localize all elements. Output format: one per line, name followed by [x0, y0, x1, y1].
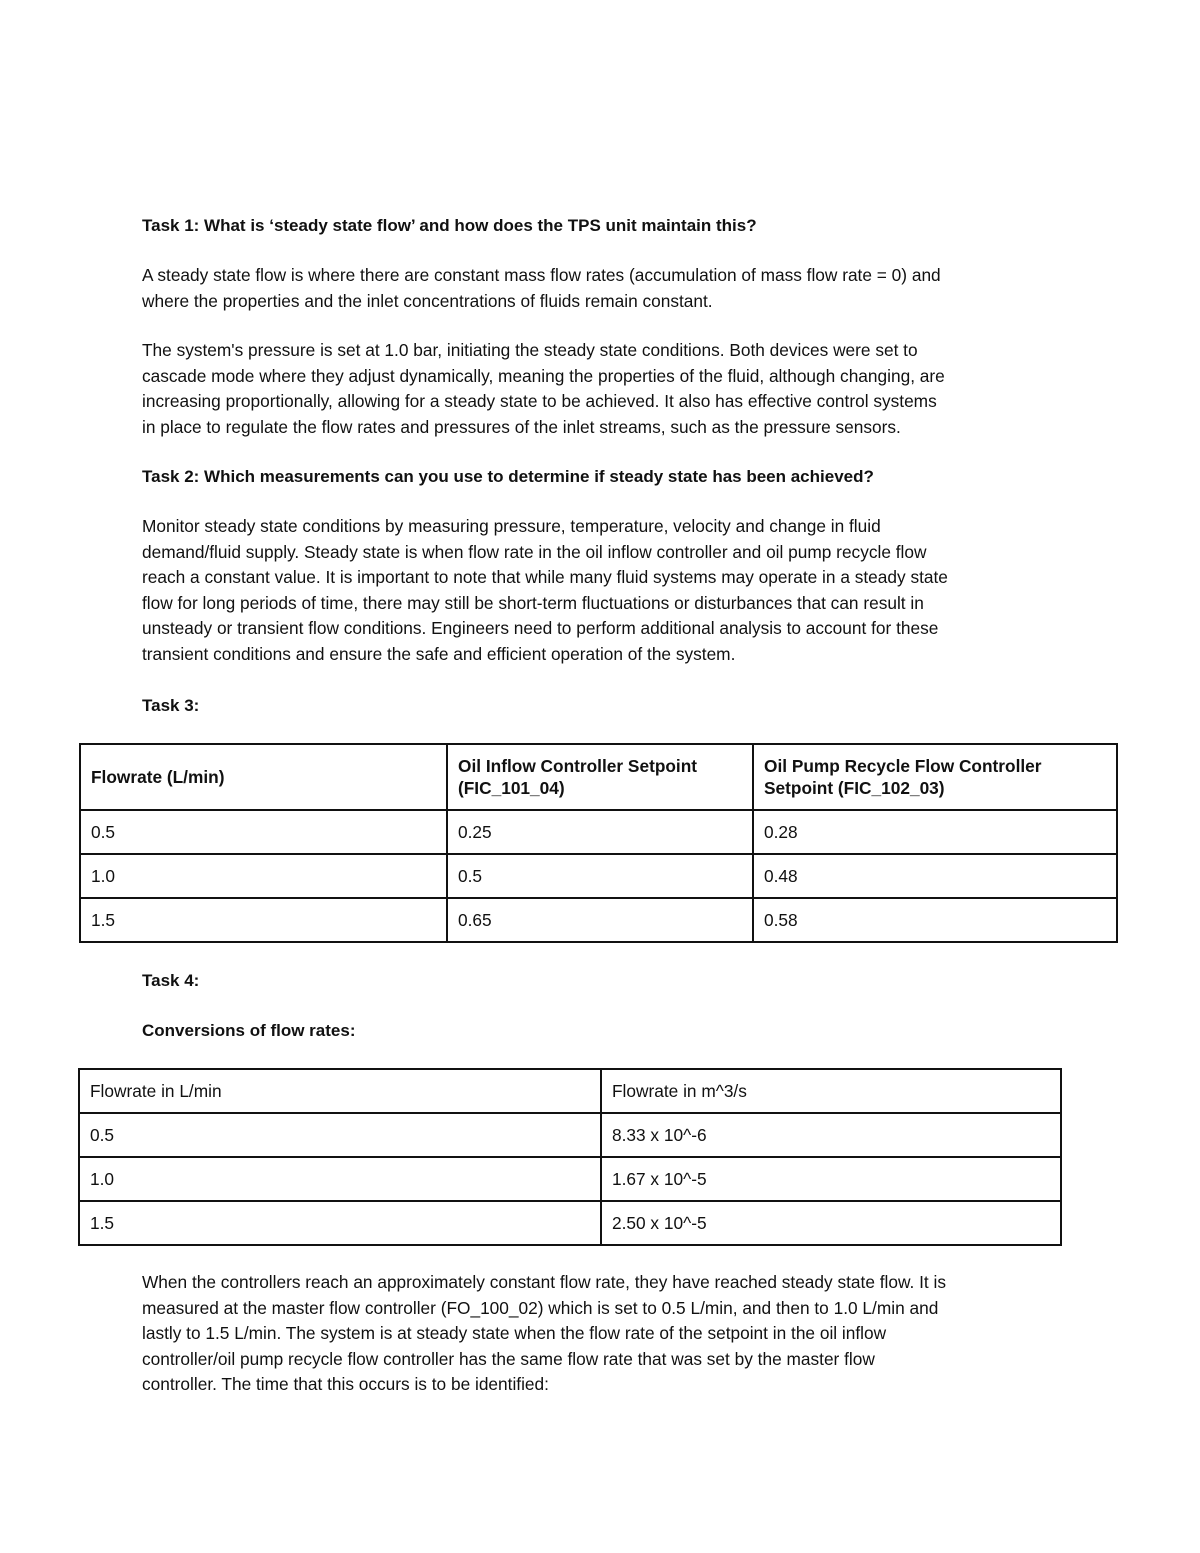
- table-cell: 2.50 x 10^-5: [601, 1201, 1061, 1245]
- table-cell: 0.28: [753, 810, 1117, 854]
- table-cell: 0.5: [80, 810, 447, 854]
- text-line: where the properties and the inlet concentrations of fluids remain constant.: [142, 290, 713, 311]
- text-line: in place to regulate the flow rates and pressures of the inlet streams, such as the pressure sensors.: [142, 416, 901, 437]
- text-line: measured at the master flow controller (FO_100_02) which is set to 0.5 L/min, and then to 1.0 L/min and: [142, 1297, 939, 1318]
- table-cell: 0.5: [447, 854, 753, 898]
- table-row: [79, 1113, 1061, 1157]
- table-row: [79, 1157, 1061, 1201]
- table-cell: 1.5: [80, 898, 447, 942]
- table-row: [79, 1201, 1061, 1245]
- task1-heading: Task 1: What is ‘steady state flow’ and how does the TPS unit maintain this?: [142, 216, 757, 235]
- task1-paragraph-2: [142, 338, 1072, 440]
- table-cell: 0.65: [447, 898, 753, 942]
- table-cell: 0.58: [753, 898, 1117, 942]
- text-line: controller/oil pump recycle flow controller has the same flow rate that was set by the master flow: [142, 1348, 875, 1369]
- table-header-cell: Flowrate in m^3/s: [601, 1069, 1061, 1113]
- table-row: [80, 898, 1117, 942]
- table-cell: 0.48: [753, 854, 1117, 898]
- task4-subheading: Conversions of flow rates:: [142, 1021, 356, 1040]
- conversion-table: [78, 1068, 1062, 1246]
- text-line: transient conditions and ensure the safe and efficient operation of the system.: [142, 643, 736, 664]
- setpoint-table: [79, 743, 1118, 943]
- table-cell: 0.25: [447, 810, 753, 854]
- task4-heading: Task 4:: [142, 971, 200, 990]
- table-header-row: [80, 744, 1117, 810]
- table-row: [80, 810, 1117, 854]
- text-line: demand/fluid supply. Steady state is when flow rate in the oil inflow controller and oil pump recycle flow: [142, 541, 927, 562]
- table-header-cell: Oil Inflow Controller Setpoint (FIC_101_04): [447, 744, 753, 810]
- task4-paragraph: [142, 1270, 1072, 1398]
- table-cell: 1.67 x 10^-5: [601, 1157, 1061, 1201]
- table-cell: 0.5: [79, 1113, 601, 1157]
- text-line: cascade mode where they adjust dynamically, meaning the properties of the fluid, although changing, are: [142, 365, 945, 386]
- table-row: [80, 854, 1117, 898]
- text-line: lastly to 1.5 L/min. The system is at steady state when the flow rate of the setpoint in the oil inflow: [142, 1323, 887, 1344]
- task2-paragraph: [142, 514, 1072, 668]
- text-line: A steady state flow is where there are constant mass flow rates (accumulation of mass flow rate = 0) and: [142, 265, 941, 285]
- table-cell: 8.33 x 10^-6: [601, 1113, 1061, 1157]
- text-line: Monitor steady state conditions by measuring pressure, temperature, velocity and change in fluid: [142, 516, 881, 536]
- text-line: The system's pressure is set at 1.0 bar, initiating the steady state conditions. Both devices were set to: [142, 340, 918, 360]
- task3-heading: Task 3:: [142, 696, 200, 715]
- text-line: reach a constant value. It is important to note that while many fluid systems may operate in a steady state: [142, 567, 948, 588]
- text-line: controller. The time that this occurs is to be identified:: [142, 1374, 549, 1395]
- text-line: When the controllers reach an approximately constant flow rate, they have reached steady state flow. It is: [142, 1272, 946, 1292]
- text-line: flow for long periods of time, there may still be short-term fluctuations or disturbances that can result in: [142, 592, 924, 613]
- table-header-row: [79, 1069, 1061, 1113]
- table-header-cell: Flowrate in L/min: [79, 1069, 601, 1113]
- text-line: unsteady or transient flow conditions. Engineers need to perform additional analysis to account for these: [142, 618, 939, 639]
- task2-heading: Task 2: Which measurements can you use to determine if steady state has been achieved?: [142, 467, 874, 486]
- text-line: increasing proportionally, allowing for a steady state to be achieved. It also has effective control systems: [142, 391, 937, 412]
- table-header-cell: Flowrate (L/min): [80, 744, 447, 810]
- table-cell: 1.5: [79, 1201, 601, 1245]
- table-header-cell: Oil Pump Recycle Flow Controller Setpoint (FIC_102_03): [753, 744, 1117, 810]
- table-cell: 1.0: [79, 1157, 601, 1201]
- task1-paragraph-1: [142, 263, 1072, 314]
- table-cell: 1.0: [80, 854, 447, 898]
